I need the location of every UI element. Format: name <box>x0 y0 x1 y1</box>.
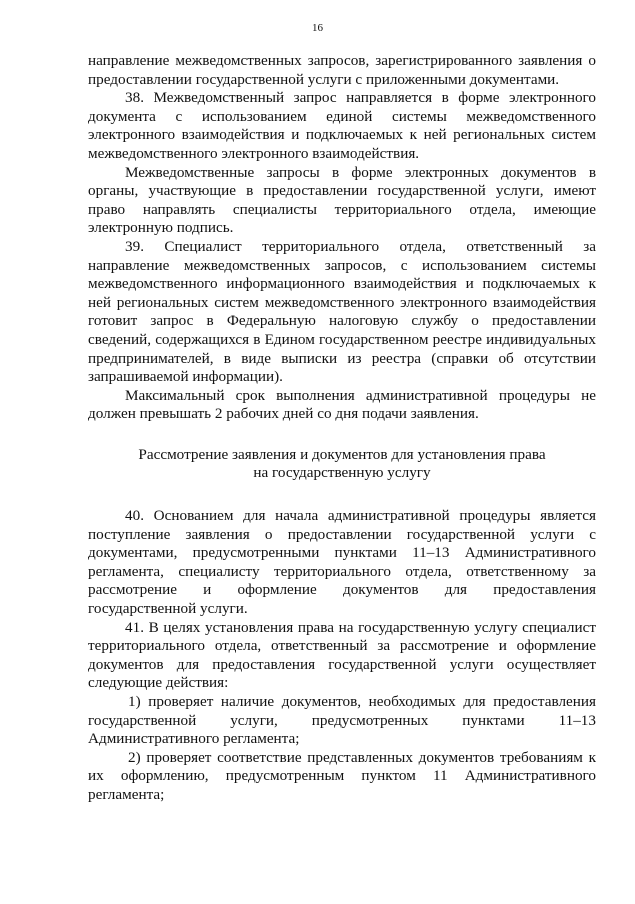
section-heading-line-2: на государственную услугу <box>253 464 431 482</box>
section-heading <box>88 446 596 483</box>
paragraph-38: 38. Межведомственный запрос направляется в форме электронного документа с использованием единой системы межведомственного электронного взаимодействия и подключаемых к ней региональных систем межведомственного электронного взаимодействия. <box>88 89 596 162</box>
page-number: 16 <box>312 22 323 34</box>
list-item-1: 1) проверяет наличие документов, необходимых для предоставления государственной услуги, предусмотренных пунктами 11–13 Административного регламента; <box>88 693 596 748</box>
document-body <box>88 52 596 805</box>
paragraph-max-duration: Максимальный срок выполнения административной процедуры не должен превышать 2 рабочих дней со дня подачи заявления. <box>88 386 596 423</box>
section-heading-line-1: Рассмотрение заявления и документов для установления права <box>138 445 546 463</box>
paragraph-continuation: направление межведомственных запросов, зарегистрированного заявления о предоставлении государственной услуги с приложенными документами. <box>88 52 596 88</box>
list-item-2: 2) проверяет соответствие представленных документов требованиям к их оформлению, предусмотренным пунктом 11 Административного регламента; <box>88 748 596 803</box>
paragraph-interagency-requests: Межведомственные запросы в форме электронных документов в органы, участвующие в предоставлении государственной услуги, имеют право направлять специалисты территориального отдела, имеющие электронную подпись. <box>88 163 596 237</box>
paragraph-39: 39. Специалист территориального отдела, ответственный за направление межведомственных запросов, с использованием системы межведомственного информационного взаимодействия и подключаемых к ней региональных систем межведомственного электронного взаимодействия готовит запрос в Федеральную налоговую службу о предоставлении сведений, содержащихся в Едином государственном реестре индивидуальных предпринимателей, в виде выписки из реестра (справки об отсутствии запрашиваемой информации). <box>88 237 596 386</box>
paragraph-40: 40. Основанием для начала административной процедуры является поступление заявления о предоставлении государственной услуги с документами, предусмотренными пунктами 11–13 Административного регламента, специалисту территориального отдела, ответственному за рассмотрение и оформление документов для предоставления государственной услуги. <box>88 507 596 618</box>
paragraph-41: 41. В целях установления права на государственную услугу специалист территориального отдела, ответственный за рассмотрение и оформление документов для предоставления государственной услуги осуществляет следующие действия: <box>88 618 596 692</box>
